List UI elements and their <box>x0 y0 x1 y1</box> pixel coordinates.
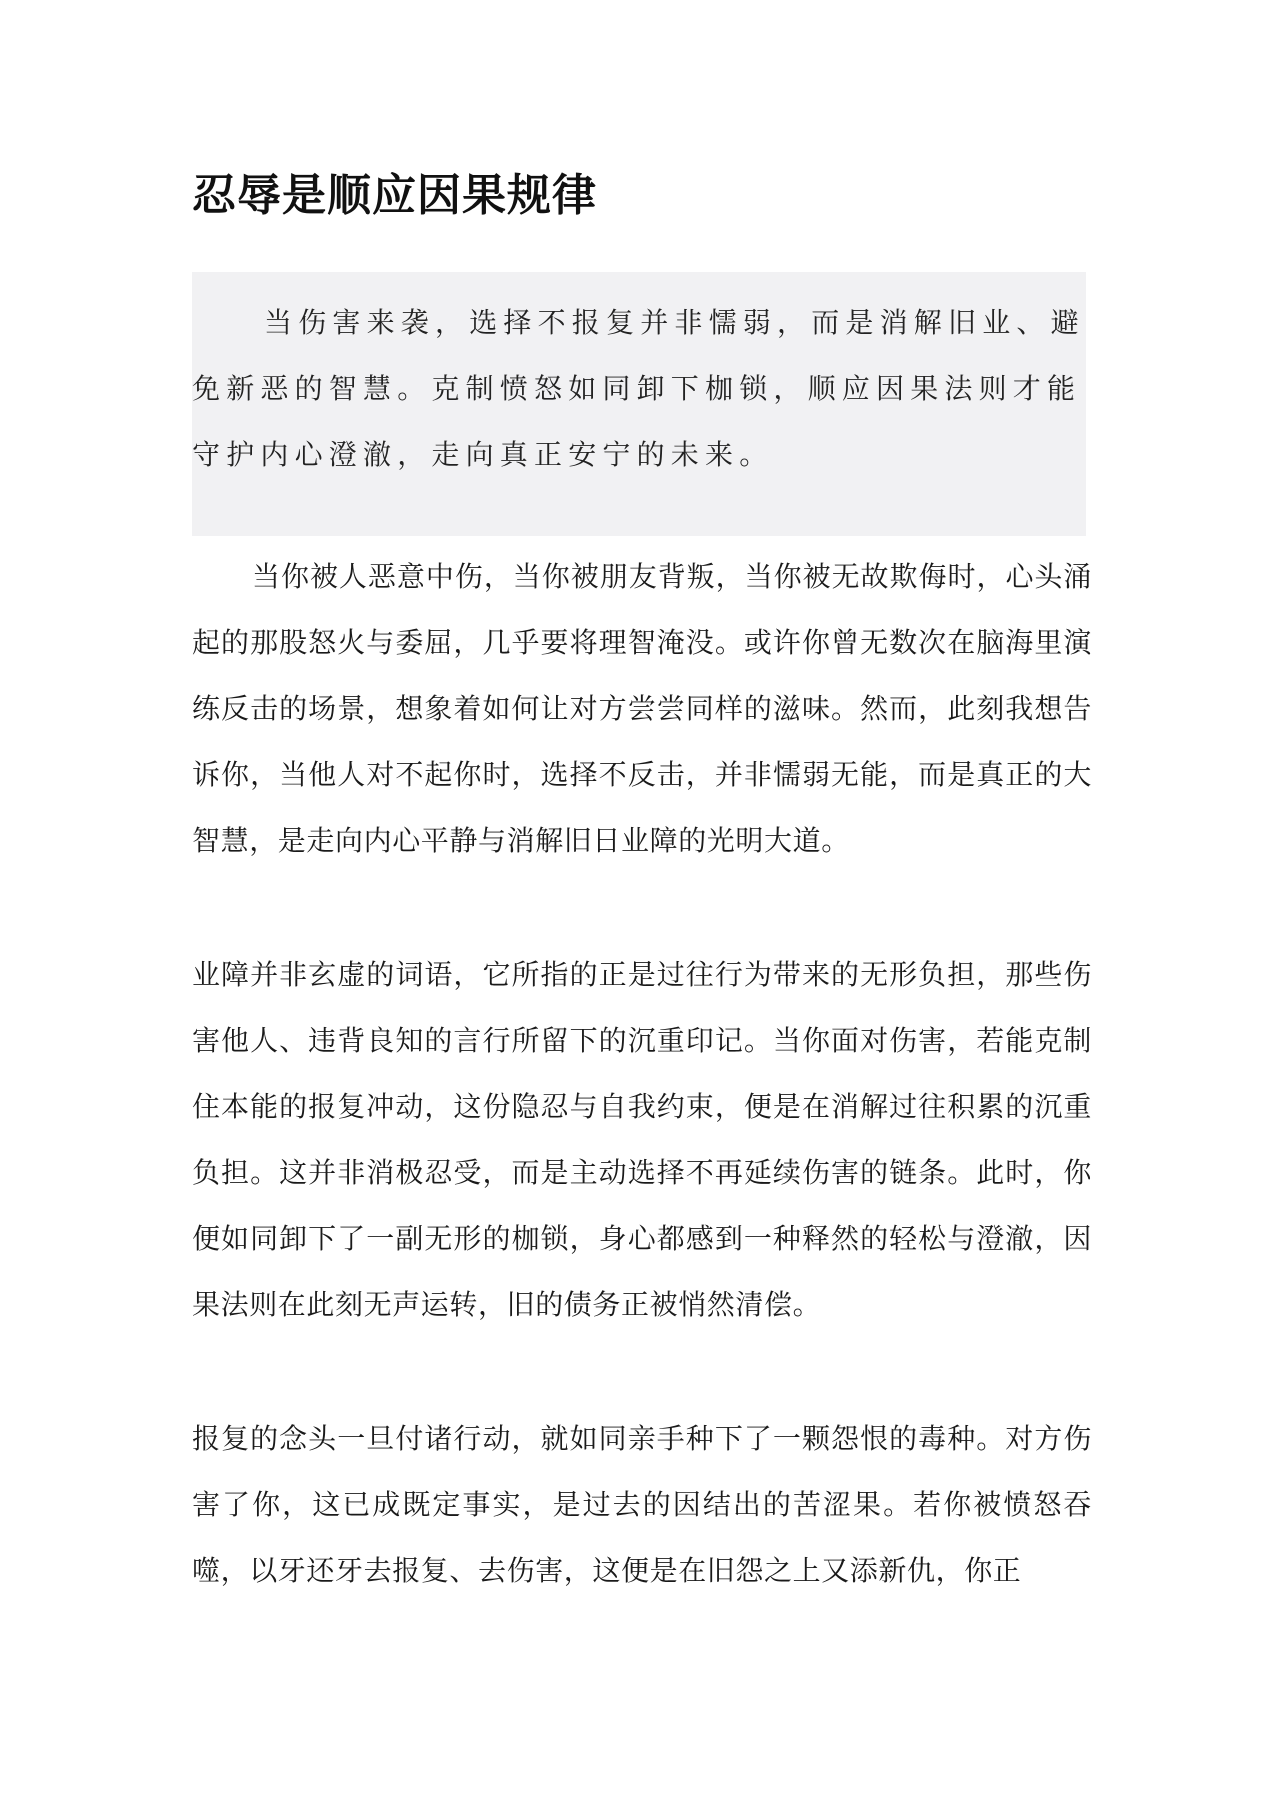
document-title: 忍辱是顺应因果规律 <box>192 170 597 221</box>
body-paragraph: 当你被人恶意中伤，当你被朋友背叛，当你被无故欺侮时，心头涌起的那股怒火与委屈，几乎要将理智淹没。或许你曾无数次在脑海里演练反击的场景，想象着如何让对方尝尝同样的滋味。然而，此刻我想告诉你，当他人对不起你时，选择不反击，并非懦弱无能，而是真正的大智慧，是走向内心平静与消解旧日业障的光明大道。 <box>192 560 1092 857</box>
summary-box <box>192 272 1086 536</box>
body-paragraph: 业障并非玄虚的词语，它所指的正是过往行为带来的无形负担，那些伤害他人、违背良知的言行所留下的沉重印记。当你面对伤害，若能克制住本能的报复冲动，这份隐忍与自我约束，便是在消解过往积累的沉重负担。这并非消极忍受，而是主动选择不再延续伤害的链条。此时，你便如同卸下了一副无形的枷锁，身心都感到一种释然的轻松与澄澈，因果法则在此刻无声运转，旧的债务正被悄然清偿。 <box>192 958 1092 1321</box>
body-paragraph: 报复的念头一旦付诸行动，就如同亲手种下了一颗怨恨的毒种。对方伤害了你，这已成既定事实，是过去的因结出的苦涩果。若你被愤怒吞噬，以牙还牙去报复、去伤害，这便是在旧怨之上又添新仇，你正 <box>192 1422 1092 1587</box>
summary-text: 当伤害来袭，选择不报复并非懦弱，而是消解旧业、避免新恶的智慧。克制愤怒如同卸下枷锁，顺应因果法则才能守护内心澄澈，走向真正安宁的未来。 <box>192 306 1085 471</box>
